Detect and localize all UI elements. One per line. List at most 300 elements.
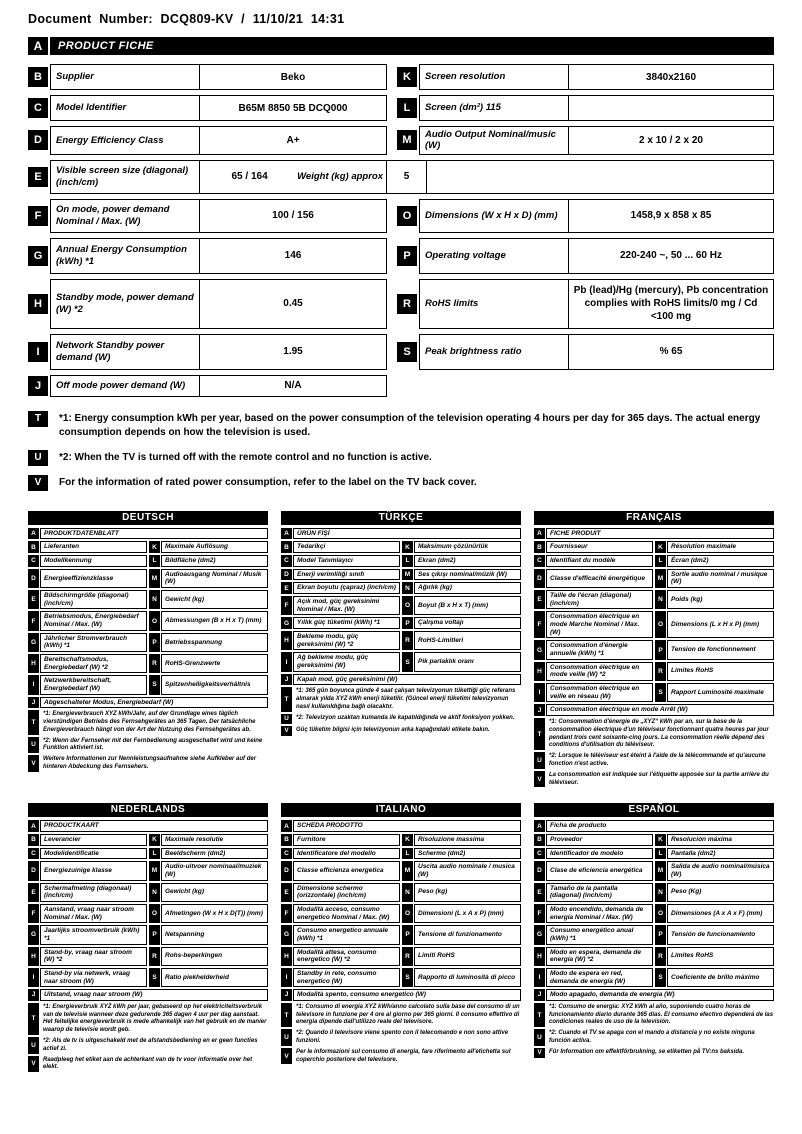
lang-row-a	[281, 820, 521, 832]
footnote-text: *2: Lorsque le téléviseur est éteint à l'aide de la télécommande et qu'aucune fonction n'est active.	[549, 753, 766, 767]
sheet-title-label: PRODUKTDATENBLATT	[40, 528, 268, 540]
row-letter: S	[655, 683, 666, 702]
row-letter: M	[397, 130, 417, 150]
lang-row	[28, 654, 268, 673]
footnote-text: *1: Energieverbrauch XYZ kWh/Jahr, auf der Grundlage eines täglich vierstündigen Betriebs des Fernsehgerätes an 365 Tagen. Der tatsächliche Energieverbrauch hängt von der Art der Nutzung des Fernsehgerätes ab.	[43, 711, 256, 733]
row-letter: L	[149, 848, 160, 860]
lang-row	[534, 848, 774, 860]
row-letter: K	[402, 541, 413, 553]
lang-row-j	[534, 704, 774, 716]
column-gap	[387, 279, 397, 329]
lang-row	[281, 861, 521, 880]
row-label: Screen resolution	[419, 64, 569, 90]
footnote-text: *2: Televizyon uzaktan kumanda ile kapatıldığında ve aktif fonksiyon yokken.	[296, 714, 515, 721]
lang-row-left	[281, 848, 400, 860]
row-letter: K	[655, 834, 666, 846]
lang-row	[281, 631, 521, 650]
row-label: Sortie audio nominal / musique (W)	[667, 569, 774, 588]
row-label: Model Tanımlayıcı	[293, 555, 400, 567]
lang-footnote	[534, 1003, 774, 1027]
row-letter: J	[28, 697, 39, 709]
lang-row	[534, 883, 774, 902]
row-label: Limiti RoHS	[414, 947, 521, 966]
row-letter: D	[281, 569, 292, 581]
lang-row-left	[534, 834, 653, 846]
row-letter: J	[28, 989, 39, 1001]
row-label: Tensión de funcionamiento	[667, 925, 774, 944]
row-letter: C	[534, 848, 545, 860]
footnote-text: *2: Quando il televisore viene spento con il telecomando e non sono attive funzioni.	[296, 1030, 509, 1044]
lang-row-left	[534, 947, 653, 966]
lang-row-right	[149, 834, 268, 846]
table-row-h-r	[28, 279, 774, 329]
lang-row	[281, 968, 521, 987]
row-label: Modellkennung	[40, 555, 147, 567]
row-label: Écran (dm2)	[667, 555, 774, 567]
row-letter: T	[28, 710, 39, 734]
lang-row	[281, 848, 521, 860]
footnotes	[28, 411, 774, 491]
lang-row-left	[28, 834, 147, 846]
row-label: Bildfläche (dm2)	[161, 555, 268, 567]
lang-row-left	[281, 834, 400, 846]
row-label: Ekran boyutu (çapraz) (inch/cm)	[293, 582, 400, 594]
lang-row-right	[402, 555, 521, 567]
lang-row-left	[534, 861, 653, 880]
lang-row	[281, 541, 521, 553]
lang-row	[534, 541, 774, 553]
row-label: Limites RoHS	[667, 662, 774, 681]
lang-row-right	[655, 968, 774, 987]
row-label: Standby in rete, consumo energetico (W)	[293, 968, 400, 987]
row-label: Çalışma voltajı	[414, 617, 521, 629]
lang-row-right	[149, 925, 268, 944]
lang-footnote	[281, 1003, 521, 1027]
row-letter: N	[402, 582, 413, 594]
row-letter: D	[534, 569, 545, 588]
row-value: B65M 8850 5B DCQ000	[200, 95, 387, 121]
row-letter: E	[28, 883, 39, 902]
footnote-text: La consommation est indiquée sur l'étiquette apposée sur la partie arrière du téléviseur.	[549, 771, 769, 786]
row-label: Consommation électrique en mode Marche Nominal / Max. (W)	[546, 611, 653, 638]
footnote-u	[28, 450, 774, 466]
row-letter: M	[402, 861, 413, 880]
lang-row-right	[402, 883, 521, 902]
row-label: Salida de audio nominal/música (W)	[667, 861, 774, 880]
lang-row	[28, 925, 268, 944]
lang-row-right	[149, 848, 268, 860]
row-letter: U	[281, 714, 292, 724]
lang-row-right	[149, 633, 268, 652]
row-letter: L	[402, 848, 413, 860]
footnote-text: *1: Energy consumption kWh per year, based on the power consumption of the television operating 4 hours per day for 365 days. The actual energy consumption depends on how the television is used.	[59, 412, 761, 439]
row-letter: B	[534, 541, 545, 553]
row-label: Tamaño de la pantalla (diagonal) (inch/cm)	[546, 883, 653, 902]
lang-row-right	[402, 617, 521, 629]
footnote-text: *1: Consumo de energía: XYZ kWh al año, suponiendo cuatro horas de funcionamiento diario durante 365 días. El consumo efectivo dependerá de las condiciones reales de uso de la televisión.	[549, 1003, 774, 1026]
lang-row	[28, 968, 268, 987]
lang-row-right	[655, 541, 774, 553]
row-label: RoHS-Grenzwerte	[161, 654, 268, 673]
row-letter: T	[28, 411, 48, 427]
row-letter: E	[28, 167, 48, 187]
row-letter: D	[28, 861, 39, 880]
table-row-c-l	[28, 95, 774, 121]
row-label: Supplier	[50, 64, 200, 90]
row-letter: P	[402, 925, 413, 944]
lang-row-left	[28, 555, 147, 567]
row-letter: C	[28, 98, 48, 118]
lang-footnote	[28, 1056, 268, 1073]
row-letter: L	[402, 555, 413, 567]
lang-footnote	[534, 1029, 774, 1046]
lang-footnote	[28, 710, 268, 734]
row-label: Rapport Luminosité maximale	[667, 683, 774, 702]
lang-row	[534, 947, 774, 966]
row-letter: E	[534, 883, 545, 902]
column-gap	[387, 126, 397, 155]
row-letter: T	[28, 1003, 39, 1035]
lang-row	[281, 582, 521, 594]
lang-title: ESPAÑOL	[534, 803, 774, 817]
lang-row-left	[281, 883, 400, 902]
lang-row-right	[655, 611, 774, 638]
row-letter: G	[28, 246, 48, 266]
row-label: On mode, power demand Nominal / Max. (W)	[50, 199, 200, 233]
row-value: 1.95	[200, 334, 387, 370]
lang-row-left	[281, 631, 400, 650]
lang-row-left	[28, 569, 147, 588]
table-row-d-m	[28, 126, 774, 155]
row-value: 1458,9 x 858 x 85	[569, 199, 774, 233]
lang-row	[28, 569, 268, 588]
row-label: Consommation d'énergie annuelle (kWh) *1	[546, 640, 653, 659]
lang-row-left	[281, 925, 400, 944]
table-row-f-o	[28, 199, 774, 233]
row-letter: B	[534, 834, 545, 846]
row-label: Abmessungen (B x H x T) (mm)	[161, 611, 268, 630]
row-label: Model Identifier	[50, 95, 200, 121]
lang-row-j	[281, 989, 521, 1001]
row-label: Lieferanten	[40, 541, 147, 553]
lang-row	[281, 596, 521, 615]
row-label: Network Standby power demand (W)	[50, 334, 200, 370]
row-letter: F	[534, 904, 545, 923]
lang-row-j	[28, 697, 268, 709]
row-letter: O	[149, 611, 160, 630]
lang-row	[281, 652, 521, 671]
row-letter: T	[281, 1003, 292, 1027]
row-label: Identificatore del modello	[293, 848, 400, 860]
row-label: Dimensions (L x H x P) (mm)	[667, 611, 774, 638]
row-letter: J	[534, 704, 545, 716]
row-label: Furnitore	[293, 834, 400, 846]
row-letter: P	[402, 617, 413, 629]
lang-row-left	[281, 596, 400, 615]
lang-row-right	[402, 947, 521, 966]
empty-cell	[427, 160, 774, 194]
lang-row-right	[655, 947, 774, 966]
lang-row-left	[534, 662, 653, 681]
row-letter-a: A	[28, 37, 50, 55]
lang-row-left	[534, 968, 653, 987]
row-letter: V	[281, 1048, 292, 1065]
lang-row-left	[534, 848, 653, 860]
lang-row-right	[149, 904, 268, 923]
lang-row-j	[281, 674, 521, 686]
lang-row-right	[402, 631, 521, 650]
lang-row	[281, 947, 521, 966]
lang-footnote	[281, 687, 521, 711]
row-letter: S	[149, 675, 160, 694]
row-letter: D	[534, 861, 545, 880]
row-label: Tension de fonctionnement	[667, 640, 774, 659]
row-label: Ağırlık (kg)	[414, 582, 521, 594]
lang-row-left	[281, 582, 400, 594]
row-letter: V	[534, 771, 545, 788]
lang-row	[28, 848, 268, 860]
lang-row	[28, 633, 268, 652]
lang-row-left	[28, 968, 147, 987]
lang-row-left	[28, 611, 147, 630]
row-letter: B	[281, 541, 292, 553]
row-letter: A	[534, 528, 545, 540]
row-letter: T	[534, 718, 545, 750]
row-label: Gewicht (kg)	[161, 590, 268, 609]
row-letter: C	[28, 848, 39, 860]
lang-row-left	[28, 925, 147, 944]
lang-footnote	[281, 1029, 521, 1046]
lang-row-a	[28, 528, 268, 540]
lang-row-left	[534, 683, 653, 702]
row-label: Classe d'efficacité énergétique	[546, 569, 653, 588]
footnote-v	[28, 475, 774, 491]
row-value: 2 x 10 / 2 x 20	[569, 126, 774, 155]
row-letter: M	[655, 861, 666, 880]
lang-footnote	[534, 718, 774, 750]
row-letter: O	[655, 611, 666, 638]
row-letter: C	[281, 848, 292, 860]
lang-row	[534, 925, 774, 944]
row-label: Yıllık güç tüketimi (kWh) *1	[293, 617, 400, 629]
row-label: Stand-by, vraag naar stroom (W) *2	[40, 947, 147, 966]
lang-row-left	[28, 633, 147, 652]
row-letter: H	[281, 631, 292, 650]
lang-footnote	[281, 714, 521, 724]
lang-row-a	[534, 528, 774, 540]
lang-footnote	[28, 737, 268, 754]
row-label: Ağ bekleme modu, güç gereksinimi (W)	[293, 652, 400, 671]
lang-row-left	[281, 968, 400, 987]
row-letter: V	[534, 1048, 545, 1058]
lang-row-left	[28, 675, 147, 694]
lang-row-right	[655, 848, 774, 860]
lang-row-right	[402, 596, 521, 615]
row-label: Classe efficienza energetica	[293, 861, 400, 880]
row-label: Ratio piekhelderheid	[161, 968, 268, 987]
weight-label: Weight (kg) approx	[297, 171, 383, 183]
lang-row	[534, 569, 774, 588]
row-label: Identificador de modelo	[546, 848, 653, 860]
lang-row-right	[149, 883, 268, 902]
row-letter: M	[402, 569, 413, 581]
lang-block-5	[534, 803, 774, 1074]
row-value: 220-240 ~, 50 ... 60 Hz	[569, 238, 774, 274]
row-value	[569, 95, 774, 121]
row-label: Audioausgang Nominal / Musik (W)	[161, 569, 268, 588]
lang-row-right	[402, 834, 521, 846]
row-label: Maximale Auflösung	[161, 541, 268, 553]
lang-row-a	[28, 820, 268, 832]
lang-footnote	[281, 1048, 521, 1065]
row-label: Açık mod, güç gereksinimi Nominal / Max. (W)	[293, 596, 400, 615]
lang-row-right	[655, 904, 774, 923]
lang-row	[28, 555, 268, 567]
row-letter: I	[534, 683, 545, 702]
row-label: Uscita audio nominale / musica (W)	[414, 861, 521, 880]
lang-row-right	[402, 541, 521, 553]
row-label: Proveedor	[546, 834, 653, 846]
footnote-text: Weitere Informationen zur Nennleistungsaufnahme siehe Aufkleber auf der hinteren Abdeckung des Fernsehers.	[43, 756, 257, 771]
lang-footnote	[534, 1048, 774, 1058]
table-row-g-p	[28, 238, 774, 274]
row-letter: R	[655, 662, 666, 681]
row-value: 0.45	[200, 279, 387, 329]
lang-row-right	[149, 569, 268, 588]
table-row-e-weight	[28, 160, 774, 194]
lang-row-left	[281, 617, 400, 629]
row-letter: U	[534, 1029, 545, 1046]
row-value: 100 / 156	[200, 199, 387, 233]
row-label: Operating voltage	[419, 238, 569, 274]
row-label: Gewicht (kg)	[161, 883, 268, 902]
screen-size-and-weight-cell	[200, 160, 387, 194]
row-letter: I	[28, 675, 39, 694]
footnote-text: *2: When the TV is turned off with the remote control and no function is active.	[59, 451, 432, 463]
lang-row-left	[28, 947, 147, 966]
lang-row	[534, 904, 774, 923]
lang-title: TÜRKÇE	[281, 511, 521, 525]
lang-block-1	[281, 511, 521, 790]
row-letter: S	[397, 342, 417, 362]
lang-row	[28, 947, 268, 966]
row-label: Peso (Kg)	[667, 883, 774, 902]
row-letter: A	[28, 528, 39, 540]
row-label: Límites RoHS	[667, 947, 774, 966]
sheet-title-label: ÜRÜN FİŞİ	[293, 528, 521, 540]
lang-row-left	[28, 541, 147, 553]
lang-row-left	[28, 861, 147, 880]
row-label: Consumo energético anual (kWh) *1	[546, 925, 653, 944]
footnote-text: Für Information om effektförbrukning, se etiketten på TV:ns baksida.	[549, 1048, 745, 1055]
footnote-text: *1: Consumo di energia XYZ kWh/anno calcolato sulla base del consumo di un televisore in funzione per 4 ore al giorno per 365 giorni. Il consumo effettivo di energia dipende dall'utilizzo reale del televisore.	[296, 1003, 520, 1026]
lang-row	[28, 541, 268, 553]
row-label: Jaarlijks stroomverbruik (kWh) *1	[40, 925, 147, 944]
row-letter: J	[28, 376, 48, 396]
product-fiche-table	[28, 64, 774, 402]
lang-row-a	[281, 528, 521, 540]
lang-row-left	[534, 640, 653, 659]
lang-row-left	[281, 652, 400, 671]
row-letter: D	[28, 130, 48, 150]
lang-row-right	[402, 861, 521, 880]
row-label: Netspanning	[161, 925, 268, 944]
row-label: Kapalı mod, güç gereksinimi (W)	[293, 674, 521, 686]
row-letter: O	[149, 904, 160, 923]
lang-row-right	[655, 883, 774, 902]
row-value: 146	[200, 238, 387, 274]
row-label: Dimensions (W x H x D) (mm)	[419, 199, 569, 233]
row-letter: K	[149, 834, 160, 846]
row-label: Leverancier	[40, 834, 147, 846]
lang-row-left	[534, 555, 653, 567]
column-gap	[387, 334, 397, 370]
row-letter: G	[28, 633, 39, 652]
lang-row-right	[149, 947, 268, 966]
row-letter: R	[149, 947, 160, 966]
row-label: Poids (kg)	[667, 590, 774, 609]
lang-row-right	[655, 640, 774, 659]
row-letter: N	[149, 590, 160, 609]
row-letter: G	[534, 925, 545, 944]
lang-row-left	[281, 555, 400, 567]
row-value: Beko	[200, 64, 387, 90]
row-letter: F	[281, 904, 292, 923]
row-label: Dimensioni (L x A x P) (mm)	[414, 904, 521, 923]
row-label: Aanstand, vraag naar stroom Nominal / Max. (W)	[40, 904, 147, 923]
footnote-text: Güç tüketim bilgisi için televizyonun arka kapağındaki etikete bakın.	[296, 726, 490, 733]
fiche-title-bar	[28, 37, 774, 55]
footnote-text: *1: Consommation d'énergie de „XYZ“ kWh par an, sur la base de la consommation électrique d'un téléviseur fonctionnant quatre heures par jour pendant trois cent soixante-cinq jours. La consommation réelle dépend des conditions d'utilisation du téléviseur.	[549, 718, 769, 749]
lang-row-right	[149, 861, 268, 880]
lang-row-right	[655, 925, 774, 944]
row-letter: N	[402, 883, 413, 902]
lang-footnote	[28, 1003, 268, 1035]
row-letter: P	[149, 633, 160, 652]
row-letter: T	[281, 687, 292, 711]
row-letter: E	[534, 590, 545, 609]
row-label: Consommation électrique en mode Arrêt (W)	[546, 704, 774, 716]
lang-row-right	[655, 569, 774, 588]
lang-row	[28, 590, 268, 609]
lang-row-j	[28, 989, 268, 1001]
row-label: Dimensiones (A x A x F) (mm)	[667, 904, 774, 923]
row-letter: F	[28, 904, 39, 923]
lang-row	[281, 555, 521, 567]
row-letter: G	[281, 617, 292, 629]
row-letter: R	[397, 294, 417, 314]
row-letter: F	[28, 611, 39, 630]
row-label: RoHS limits	[419, 279, 569, 329]
row-letter: G	[534, 640, 545, 659]
lang-row-left	[534, 569, 653, 588]
row-label: RoHS-Limitleri	[414, 631, 521, 650]
row-label: Energieeffizienzklasse	[40, 569, 147, 588]
lang-row-right	[402, 848, 521, 860]
row-label: Modo apagado, demanda de energía (W)	[546, 989, 774, 1001]
lang-row-a	[534, 820, 774, 832]
row-letter: H	[534, 947, 545, 966]
row-value: 3840x2160	[569, 64, 774, 90]
footnote-text: *2: Als de tv is uitgeschakeld met de afstandsbediening en er geen functies actief zi.	[43, 1038, 258, 1052]
row-letter: V	[28, 1056, 39, 1073]
row-letter: P	[149, 925, 160, 944]
row-letter: M	[655, 569, 666, 588]
row-letter: L	[149, 555, 160, 567]
row-letter: D	[281, 861, 292, 880]
lang-row-right	[655, 590, 774, 609]
row-letter: K	[655, 541, 666, 553]
